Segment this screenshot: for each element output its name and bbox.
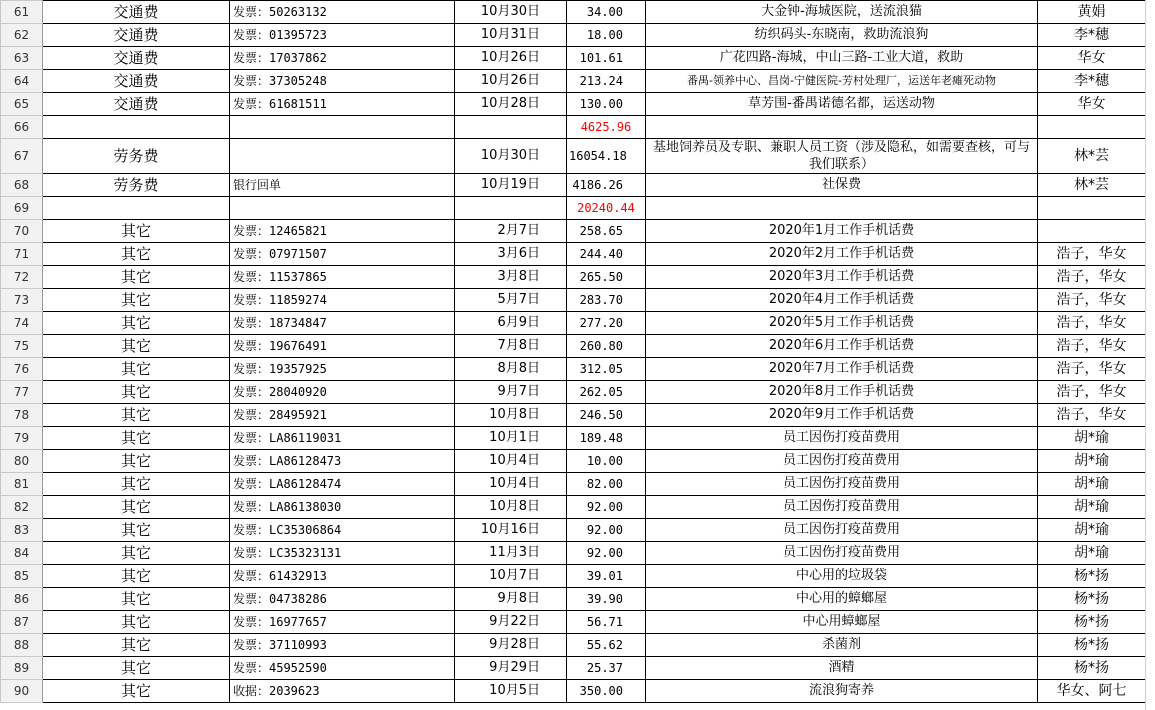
cell-date[interactable]: 10月28日: [455, 93, 567, 116]
cell-date[interactable]: 10月8日: [455, 404, 567, 427]
cell-amount[interactable]: 39.90: [567, 588, 646, 611]
cell-category[interactable]: 其它: [43, 266, 230, 289]
cell-date[interactable]: 9月29日: [455, 657, 567, 680]
cell-invoice[interactable]: 发票：LC35306864: [230, 519, 455, 542]
table-row: [1, 657, 1146, 680]
cell-person[interactable]: [1038, 197, 1146, 220]
cell-description[interactable]: 员工因伤打疫苗费用: [646, 427, 1038, 450]
cell-invoice[interactable]: 发票：LA86128473: [230, 450, 455, 473]
table-row: [1, 450, 1146, 473]
cell-category[interactable]: 交通费: [43, 70, 230, 93]
cell-amount[interactable]: 277.20: [567, 312, 646, 335]
cell-category[interactable]: 其它: [43, 358, 230, 381]
cell-amount[interactable]: 260.80: [567, 335, 646, 358]
cell-category[interactable]: 其它: [43, 312, 230, 335]
row-number-header[interactable]: 88: [1, 634, 43, 657]
cell-description[interactable]: 员工因伤打疫苗费用: [646, 542, 1038, 565]
row-number-header[interactable]: 72: [1, 266, 43, 289]
cell-amount[interactable]: 213.24: [567, 70, 646, 93]
cell-person[interactable]: 浩子，华女: [1038, 335, 1146, 358]
table-row: [1, 542, 1146, 565]
cell-category[interactable]: 其它: [43, 243, 230, 266]
row-number-header[interactable]: 78: [1, 404, 43, 427]
cell-description[interactable]: 流浪狗寄养: [646, 680, 1038, 703]
cell-person[interactable]: 浩子，华女: [1038, 312, 1146, 335]
table-row: [1, 427, 1146, 450]
cell-category[interactable]: 其它: [43, 611, 230, 634]
row-number-header[interactable]: 70: [1, 220, 43, 243]
row-number-header[interactable]: 81: [1, 473, 43, 496]
sheet-edge: [1145, 0, 1155, 710]
cell-date[interactable]: 10月5日: [455, 680, 567, 703]
cell-date[interactable]: 11月3日: [455, 542, 567, 565]
table-row: [1, 565, 1146, 588]
cell-amount[interactable]: 10.00: [567, 450, 646, 473]
cell-amount[interactable]: 25.37: [567, 657, 646, 680]
cell-description[interactable]: 大金钟-海城医院，送流浪猫: [646, 1, 1038, 24]
cell-description[interactable]: 员工因伤打疫苗费用: [646, 473, 1038, 496]
cell-date[interactable]: 3月8日: [455, 266, 567, 289]
cell-description[interactable]: 基地饲养员及专职、兼职人员工资（涉及隐私，如需要查核，可与我们联系）: [646, 139, 1038, 174]
row-number-header[interactable]: 74: [1, 312, 43, 335]
cell-person[interactable]: 杨*扬: [1038, 657, 1146, 680]
cell-date[interactable]: 9月7日: [455, 381, 567, 404]
cell-person[interactable]: 胡*瑜: [1038, 542, 1146, 565]
table-row: [1, 404, 1146, 427]
cell-date[interactable]: 10月26日: [455, 47, 567, 70]
cell-invoice[interactable]: 发票：11859274: [230, 289, 455, 312]
row-number-header[interactable]: 80: [1, 450, 43, 473]
cell-person[interactable]: 林*芸: [1038, 139, 1146, 174]
cell-invoice[interactable]: 发票：LC35323131: [230, 542, 455, 565]
cell-description[interactable]: 草芳围-番禺诺德名都，运送动物: [646, 93, 1038, 116]
row-number-header[interactable]: 62: [1, 24, 43, 47]
cell-date[interactable]: 10月30日: [455, 1, 567, 24]
cell-amount[interactable]: 20240.44: [567, 197, 646, 220]
cell-invoice[interactable]: 收据：2039623: [230, 680, 455, 703]
cell-date[interactable]: [455, 116, 567, 139]
cell-person[interactable]: [1038, 116, 1146, 139]
cell-invoice[interactable]: 银行回单: [230, 174, 455, 197]
row-number-header[interactable]: 90: [1, 680, 43, 703]
cell-person[interactable]: 浩子，华女: [1038, 289, 1146, 312]
row-number-header[interactable]: 61: [1, 1, 43, 24]
cell-invoice[interactable]: 发票：61432913: [230, 565, 455, 588]
cell-category[interactable]: 其它: [43, 680, 230, 703]
cell-amount[interactable]: 82.00: [567, 473, 646, 496]
cell-person[interactable]: 胡*瑜: [1038, 427, 1146, 450]
cell-category[interactable]: 劳务费: [43, 139, 230, 174]
cell-category[interactable]: [43, 197, 230, 220]
cell-date[interactable]: 10月4日: [455, 450, 567, 473]
cell-category[interactable]: 其它: [43, 657, 230, 680]
cell-date[interactable]: 3月6日: [455, 243, 567, 266]
cell-description[interactable]: 2020年5月工作手机话费: [646, 312, 1038, 335]
row-number-header[interactable]: 63: [1, 47, 43, 70]
cell-date[interactable]: 2月7日: [455, 220, 567, 243]
cell-category[interactable]: 其它: [43, 473, 230, 496]
cell-amount[interactable]: 312.05: [567, 358, 646, 381]
row-number-header[interactable]: 67: [1, 139, 43, 174]
table-row: [1, 335, 1146, 358]
cell-amount[interactable]: 101.61: [567, 47, 646, 70]
cell-amount[interactable]: 350.00: [567, 680, 646, 703]
cell-category[interactable]: 其它: [43, 565, 230, 588]
cell-date[interactable]: 10月30日: [455, 139, 567, 174]
cell-category[interactable]: 其它: [43, 381, 230, 404]
cell-description[interactable]: 中心用蟑螂屋: [646, 611, 1038, 634]
cell-invoice[interactable]: 发票：12465821: [230, 220, 455, 243]
table-row: [1, 174, 1146, 197]
cell-category[interactable]: 交通费: [43, 47, 230, 70]
cell-date[interactable]: 9月22日: [455, 611, 567, 634]
cell-date[interactable]: 10月7日: [455, 565, 567, 588]
cell-person[interactable]: 胡*瑜: [1038, 496, 1146, 519]
cell-amount[interactable]: 258.65: [567, 220, 646, 243]
cell-amount[interactable]: 246.50: [567, 404, 646, 427]
row-number-header[interactable]: 82: [1, 496, 43, 519]
cell-description[interactable]: 广花四路-海城，中山三路-工业大道，救助: [646, 47, 1038, 70]
cell-person[interactable]: 浩子，华女: [1038, 358, 1146, 381]
cell-description[interactable]: 中心用的蟑螂屋: [646, 588, 1038, 611]
cell-date[interactable]: 7月8日: [455, 335, 567, 358]
cell-date[interactable]: 8月8日: [455, 358, 567, 381]
cell-person[interactable]: 胡*瑜: [1038, 519, 1146, 542]
cell-amount[interactable]: 34.00: [567, 1, 646, 24]
cell-invoice[interactable]: 发票：50263132: [230, 1, 455, 24]
table-row: [1, 519, 1146, 542]
cell-invoice[interactable]: 发票：28040920: [230, 381, 455, 404]
cell-invoice[interactable]: 发票：18734847: [230, 312, 455, 335]
row-number-header[interactable]: 87: [1, 611, 43, 634]
table-row: [1, 473, 1146, 496]
cell-amount[interactable]: 56.71: [567, 611, 646, 634]
table-row: [1, 243, 1146, 266]
cell-category[interactable]: 其它: [43, 220, 230, 243]
table-row: [1, 496, 1146, 519]
table-row: [1, 197, 1146, 220]
row-number-header[interactable]: 85: [1, 565, 43, 588]
cell-description[interactable]: 2020年4月工作手机话费: [646, 289, 1038, 312]
table-row: [1, 70, 1146, 93]
cell-category[interactable]: 其它: [43, 404, 230, 427]
cell-person[interactable]: 浩子，华女: [1038, 404, 1146, 427]
cell-date[interactable]: 6月9日: [455, 312, 567, 335]
cell-amount[interactable]: 18.00: [567, 24, 646, 47]
cell-person[interactable]: 林*芸: [1038, 174, 1146, 197]
table-row: [1, 611, 1146, 634]
cell-person[interactable]: 李*穗: [1038, 24, 1146, 47]
cell-invoice[interactable]: 发票：37305248: [230, 70, 455, 93]
cell-category[interactable]: 劳务费: [43, 174, 230, 197]
cell-date[interactable]: 10月4日: [455, 473, 567, 496]
table-row: [1, 116, 1146, 139]
cell-date[interactable]: 10月19日: [455, 174, 567, 197]
row-number-header[interactable]: 65: [1, 93, 43, 116]
cell-category[interactable]: 其它: [43, 542, 230, 565]
row-number-header[interactable]: 69: [1, 197, 43, 220]
cell-category[interactable]: 其它: [43, 427, 230, 450]
cell-date[interactable]: 10月8日: [455, 496, 567, 519]
cell-person[interactable]: 华女: [1038, 93, 1146, 116]
cell-description[interactable]: 员工因伤打疫苗费用: [646, 450, 1038, 473]
table-row: [1, 266, 1146, 289]
row-number-header[interactable]: 68: [1, 174, 43, 197]
cell-invoice[interactable]: 发票：19676491: [230, 335, 455, 358]
cell-person[interactable]: 华女: [1038, 47, 1146, 70]
cell-description[interactable]: 社保费: [646, 174, 1038, 197]
cell-invoice[interactable]: 发票：07971507: [230, 243, 455, 266]
row-number-header[interactable]: 66: [1, 116, 43, 139]
cell-invoice[interactable]: 发票：17037862: [230, 47, 455, 70]
cell-description[interactable]: 员工因伤打疫苗费用: [646, 519, 1038, 542]
cell-person[interactable]: 杨*扬: [1038, 588, 1146, 611]
cell-description[interactable]: 杀菌剂: [646, 634, 1038, 657]
cell-date[interactable]: 9月8日: [455, 588, 567, 611]
cell-amount[interactable]: 92.00: [567, 519, 646, 542]
table-row: [1, 47, 1146, 70]
cell-amount[interactable]: 4625.96: [567, 116, 646, 139]
row-number-header[interactable]: 71: [1, 243, 43, 266]
cell-amount[interactable]: 16054.18: [567, 139, 646, 174]
cell-description[interactable]: 2020年9月工作手机话费: [646, 404, 1038, 427]
cell-amount[interactable]: 189.48: [567, 427, 646, 450]
row-number-header[interactable]: 73: [1, 289, 43, 312]
cell-amount[interactable]: 262.05: [567, 381, 646, 404]
cell-description[interactable]: 2020年1月工作手机话费: [646, 220, 1038, 243]
cell-description[interactable]: 2020年8月工作手机话费: [646, 381, 1038, 404]
cell-description[interactable]: 2020年3月工作手机话费: [646, 266, 1038, 289]
row-number-header[interactable]: 75: [1, 335, 43, 358]
table-row: [1, 358, 1146, 381]
cell-person[interactable]: 胡*瑜: [1038, 450, 1146, 473]
cell-person[interactable]: 黄娟: [1038, 1, 1146, 24]
cell-invoice[interactable]: 发票：LA86119031: [230, 427, 455, 450]
cell-category[interactable]: 交通费: [43, 24, 230, 47]
cell-amount[interactable]: 283.70: [567, 289, 646, 312]
table-row: [1, 680, 1146, 703]
cell-description[interactable]: [646, 116, 1038, 139]
cell-description[interactable]: 酒精: [646, 657, 1038, 680]
cell-person[interactable]: 李*穗: [1038, 70, 1146, 93]
table-row: [1, 1, 1146, 24]
cell-description[interactable]: 番禺-领养中心、昌岗-宁健医院-芳村处理厂，运送年老瘫死动物: [646, 70, 1038, 93]
cell-invoice[interactable]: [230, 197, 455, 220]
row-number-header[interactable]: 64: [1, 70, 43, 93]
cell-amount[interactable]: 244.40: [567, 243, 646, 266]
cell-invoice[interactable]: [230, 116, 455, 139]
table-row: [1, 381, 1146, 404]
cell-invoice[interactable]: 发票：16977657: [230, 611, 455, 634]
cell-invoice[interactable]: 发票：37110993: [230, 634, 455, 657]
table-row: [1, 220, 1146, 243]
cell-invoice[interactable]: 发票：LA86138030: [230, 496, 455, 519]
cell-invoice[interactable]: 发票：04738286: [230, 588, 455, 611]
cell-invoice[interactable]: 发票：45952590: [230, 657, 455, 680]
cell-person[interactable]: 杨*扬: [1038, 634, 1146, 657]
table-row: [1, 312, 1146, 335]
cell-person[interactable]: [1038, 220, 1146, 243]
cell-person[interactable]: 杨*扬: [1038, 611, 1146, 634]
cell-amount[interactable]: 130.00: [567, 93, 646, 116]
cell-category[interactable]: 其它: [43, 496, 230, 519]
cell-invoice[interactable]: 发票：28495921: [230, 404, 455, 427]
cell-amount[interactable]: 55.62: [567, 634, 646, 657]
table-row: [1, 588, 1146, 611]
cell-person[interactable]: 浩子，华女: [1038, 266, 1146, 289]
row-number-header[interactable]: 77: [1, 381, 43, 404]
cell-amount[interactable]: 92.00: [567, 496, 646, 519]
cell-category[interactable]: 其它: [43, 335, 230, 358]
cell-amount[interactable]: 4186.26: [567, 174, 646, 197]
table-row: [1, 93, 1146, 116]
cell-description[interactable]: [646, 197, 1038, 220]
table-row: [1, 24, 1146, 47]
cell-description[interactable]: 2020年2月工作手机话费: [646, 243, 1038, 266]
cell-invoice[interactable]: 发票：19357925: [230, 358, 455, 381]
cell-date[interactable]: 10月31日: [455, 24, 567, 47]
row-number-header[interactable]: 76: [1, 358, 43, 381]
table-row: [1, 634, 1146, 657]
cell-category[interactable]: 其它: [43, 519, 230, 542]
cell-person[interactable]: 浩子，华女: [1038, 381, 1146, 404]
cell-person[interactable]: 浩子，华女: [1038, 243, 1146, 266]
row-number-header[interactable]: 79: [1, 427, 43, 450]
row-number-header[interactable]: 83: [1, 519, 43, 542]
cell-invoice[interactable]: 发票：LA86128474: [230, 473, 455, 496]
cell-description[interactable]: 纺织码头-东晓南，救助流浪狗: [646, 24, 1038, 47]
row-number-header[interactable]: 86: [1, 588, 43, 611]
cell-description[interactable]: 2020年7月工作手机话费: [646, 358, 1038, 381]
cell-description[interactable]: 中心用的垃圾袋: [646, 565, 1038, 588]
cell-category[interactable]: 其它: [43, 588, 230, 611]
table-row: [1, 289, 1146, 312]
cell-description[interactable]: 员工因伤打疫苗费用: [646, 496, 1038, 519]
cell-category[interactable]: 交通费: [43, 93, 230, 116]
table-body: [1, 1, 1146, 703]
cell-date[interactable]: 9月28日: [455, 634, 567, 657]
cell-date[interactable]: 5月7日: [455, 289, 567, 312]
cell-invoice[interactable]: [230, 139, 455, 174]
cell-person[interactable]: 杨*扬: [1038, 565, 1146, 588]
cell-category[interactable]: [43, 116, 230, 139]
cell-person[interactable]: 华女、阿七: [1038, 680, 1146, 703]
cell-category[interactable]: 交通费: [43, 1, 230, 24]
row-number-header[interactable]: 84: [1, 542, 43, 565]
cell-date[interactable]: 10月26日: [455, 70, 567, 93]
cell-person[interactable]: 胡*瑜: [1038, 473, 1146, 496]
cell-category[interactable]: 其它: [43, 450, 230, 473]
cell-date[interactable]: 10月16日: [455, 519, 567, 542]
cell-invoice[interactable]: 发票：11537865: [230, 266, 455, 289]
table-row: [1, 139, 1146, 174]
cell-category[interactable]: 其它: [43, 289, 230, 312]
row-number-header[interactable]: 89: [1, 657, 43, 680]
cell-date[interactable]: [455, 197, 567, 220]
cell-invoice[interactable]: 发票：01395723: [230, 24, 455, 47]
cell-date[interactable]: 10月1日: [455, 427, 567, 450]
cell-amount[interactable]: 265.50: [567, 266, 646, 289]
cell-amount[interactable]: 92.00: [567, 542, 646, 565]
cell-description[interactable]: 2020年6月工作手机话费: [646, 335, 1038, 358]
cell-category[interactable]: 其它: [43, 634, 230, 657]
cell-amount[interactable]: 39.01: [567, 565, 646, 588]
cell-invoice[interactable]: 发票：61681511: [230, 93, 455, 116]
